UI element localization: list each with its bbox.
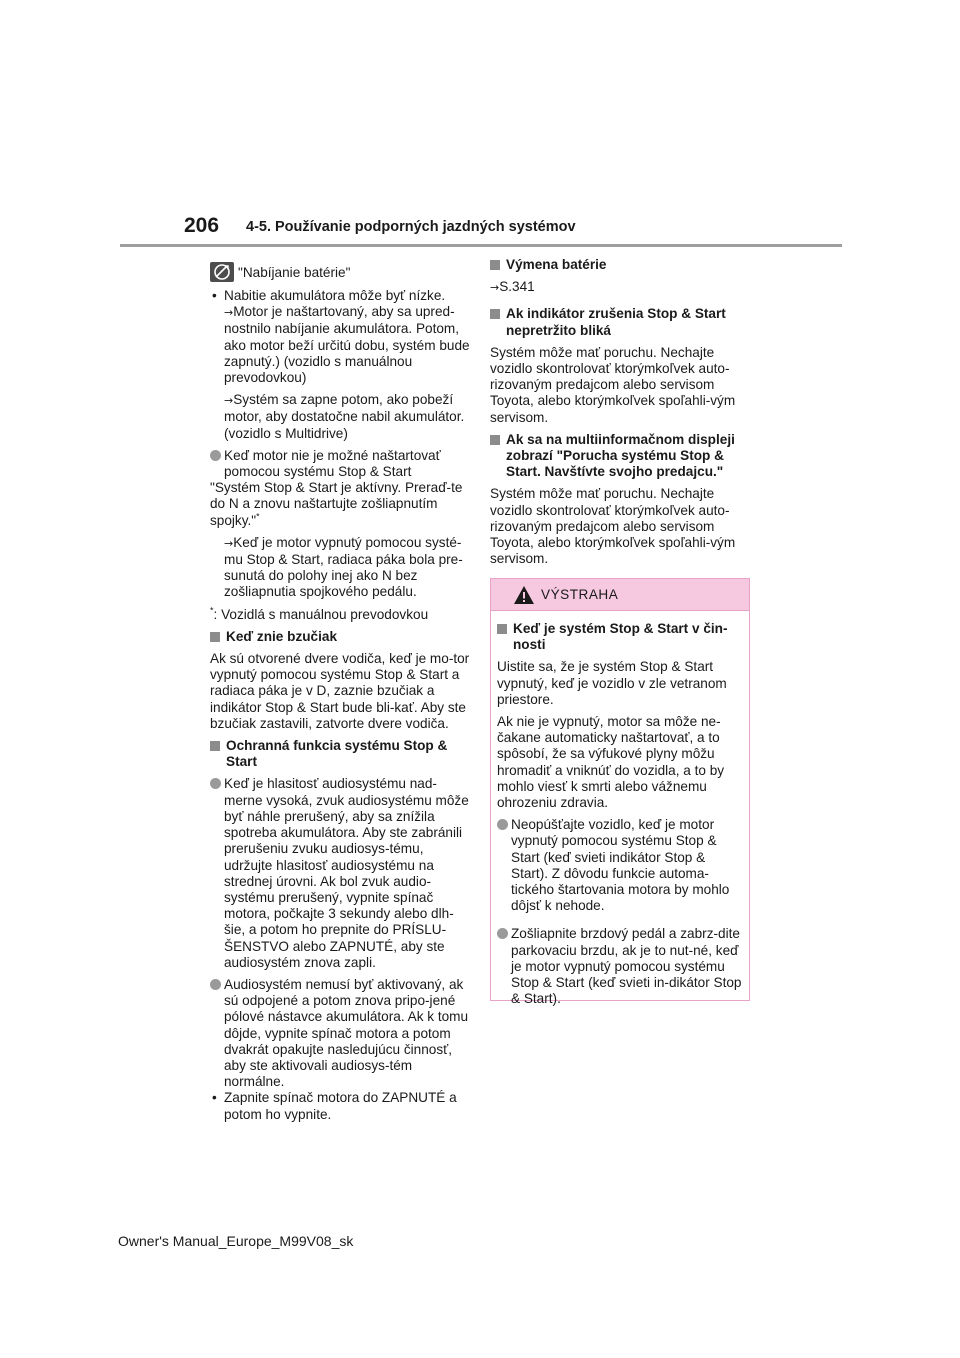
list-item — [210, 776, 472, 970]
warning-title: VÝSTRAHA — [541, 587, 619, 602]
paragraph: Systém môže mať poruchu. Nechajte vozidlo skontrolovať ktorýmkoľvek auto-rizovaným predajcom alebo servisom Toyota, alebo ktorýmkoľvek spoľahli-vým servisom. — [490, 344, 736, 425]
list-item — [210, 448, 472, 480]
list-item-text: Keď motor nie je možné naštartovať pomocou systému Stop & Start — [224, 447, 441, 480]
page-number: 206 — [184, 214, 220, 237]
bullet-mark: • — [212, 1090, 217, 1106]
result-text: →Systém sa zapne potom, ako pobeží motor, aby dostatočne nabil akumulátor. (vozidlo s Multidrive) — [224, 392, 465, 441]
paragraph: Ak nie je vypnutý, motor sa môže ne-čakane automaticky naštartovať, a to spôsobí, že sa výfukové plyny môžu hromadiť a vniknúť do vozidla, a to by mohlo viesť k smrti alebo vážnemu ohrozeniu zdravia. — [497, 714, 725, 811]
footer-text: Owner's Manual_Europe_M99V08_sk — [118, 1233, 354, 1249]
bullet-dot-icon — [497, 819, 508, 830]
section-heading: Keď je systém Stop & Start v čin-nosti — [497, 621, 742, 653]
list-item — [210, 1090, 472, 1122]
section-heading: Ochranná funkcia systému Stop & Start — [210, 738, 472, 770]
heading-square-icon — [497, 624, 507, 634]
bullet-dot-icon — [210, 979, 221, 990]
paragraph: Ak sú otvorené dvere vodiča, keď je mo-tor vypnutý pomocou systému Stop & Start a radiaca páka je v D, zaznie bzučiak a indikátor Stop & Start bude bli-kať. Aby ste bzučiak zastavili, zatvorte dvere vodiča. — [210, 651, 470, 731]
list-item-text: Keď je hlasitosť audiosystému nad-merne vysoká, zvuk audiosystému môže byť náhle prerušený, aby sa znížila spotreba akumulátora. Aby ste zabránili prerušeniu zvuku audiosys-tému, udržujte hlasitosť audiosystému na strednej úrovni. Ak bol zvuk audio-systému prerušený, vypnite spínač motora, počkajte 3 sekundy alebo dlh-šie, a potom ho prepnite do PRÍSLU-ŠENSTVO alebo ZAPNUTÉ, aby ste audiosystém znova zapli. — [224, 776, 469, 970]
warning-header — [491, 579, 749, 611]
charging-label-line — [210, 262, 472, 282]
section-heading: Výmena batérie — [490, 257, 752, 273]
arrow-right-icon: → — [224, 306, 234, 320]
section-heading: Ak indikátor zrušenia Stop & Start nepretržito bliká — [490, 306, 752, 338]
result-text: →Motor je naštartovaný, aby sa upred-nostnilo nabíjanie akumulátora. Potom, ako motor beží určitú dobu, systém bude zapnutý.) (vozidlo s manuálnou prevodovkou) — [224, 304, 470, 386]
heading-square-icon — [210, 741, 220, 751]
bullet-dot-icon — [497, 928, 508, 939]
left-column — [210, 262, 472, 1123]
arrow-right-icon: → — [224, 536, 234, 550]
paragraph: Uistite sa, že je systém Stop & Start vypnutý, keď je vozidlo v zle vetranom priestore. — [497, 659, 727, 707]
warning-body — [491, 611, 749, 1007]
warning-triangle-icon — [513, 585, 535, 605]
result-text: →Keď je motor vypnutý pomocou systé-mu Stop & Start, radiaca páka bola pre-sunutá do polohy inej ako N bez zošliapnutia spojkového pedálu. — [224, 534, 463, 600]
heading-square-icon — [490, 435, 500, 445]
right-column — [490, 255, 752, 573]
charging-label: "Nabíjanie batérie" — [238, 265, 351, 280]
heading-square-icon — [490, 260, 500, 270]
message-text: "Systém Stop & Start je aktívny. Preraď-te do N a znovu naštartujte zošliapnutím spojky."* — [210, 480, 463, 528]
list-item — [210, 288, 472, 304]
bullet-dot-icon — [210, 778, 221, 789]
list-item-text: Zapnite spínač motora do ZAPNUTÉ a potom ho vypnite. — [224, 1090, 457, 1122]
list-item-text: Audiosystém nemusí byť aktivovaný, ak sú odpojené a potom znova pripo-jené pólové nástavce akumulátora. Ak k tomu dôjde, vypnite spínač motora a potom dvakrát opakujte nasledujúcu činnosť, aby ste aktivovali audiosys-tém normálne. — [224, 976, 469, 1090]
list-item — [497, 817, 742, 914]
list-item — [497, 926, 742, 1007]
footnote: *: Vozidlá s manuálnou prevodovkou — [210, 605, 429, 622]
footnote-mark: * — [256, 511, 260, 522]
heading-square-icon — [490, 309, 500, 319]
list-item — [210, 977, 472, 1090]
paragraph: Systém môže mať poruchu. Nechajte vozidlo skontrolovať ktorýmkoľvek auto-rizovaným predajcom alebo servisom Toyota, alebo ktorýmkoľvek spoľahli-vým servisom. — [490, 486, 736, 567]
section-heading: Keď znie bzučiak — [210, 629, 472, 645]
arrow-right-icon: → — [490, 281, 500, 295]
list-item-text: Nabitie akumulátora môže byť nízke. — [224, 288, 446, 303]
battery-charging-display-icon — [210, 262, 234, 282]
heading-square-icon — [210, 632, 220, 642]
list-item-text: Zošliapnite brzdový pedál a zabrz-dite parkovaciu brzdu, ak je to nut-né, keď je motor vypnutý pomocou systému Stop & Start (keď svieti in-dikátor Stop & Start). — [511, 926, 742, 1007]
chapter-title: 4-5. Používanie podporných jazdných systémov — [246, 219, 576, 235]
bullet-dot-icon — [210, 450, 221, 461]
page-reference: →S.341 — [490, 279, 535, 295]
warning-box — [490, 578, 750, 1007]
header-rule — [120, 244, 842, 247]
bullet-mark: • — [212, 288, 217, 303]
list-item-text: Neopúšťajte vozidlo, keď je motor vypnutý pomocou systému Stop & Start (keď svieti indikátor Stop & Start). Z dôvodu funkcie automa-tického štartovania motora by mohlo dôjsť k nehode. — [511, 817, 730, 914]
arrow-right-icon: → — [224, 394, 234, 408]
section-heading: Ak sa na multiinformačnom displeji zobrazí "Porucha systému Stop & Start. Navštívte svojho predajcu." — [490, 432, 752, 481]
